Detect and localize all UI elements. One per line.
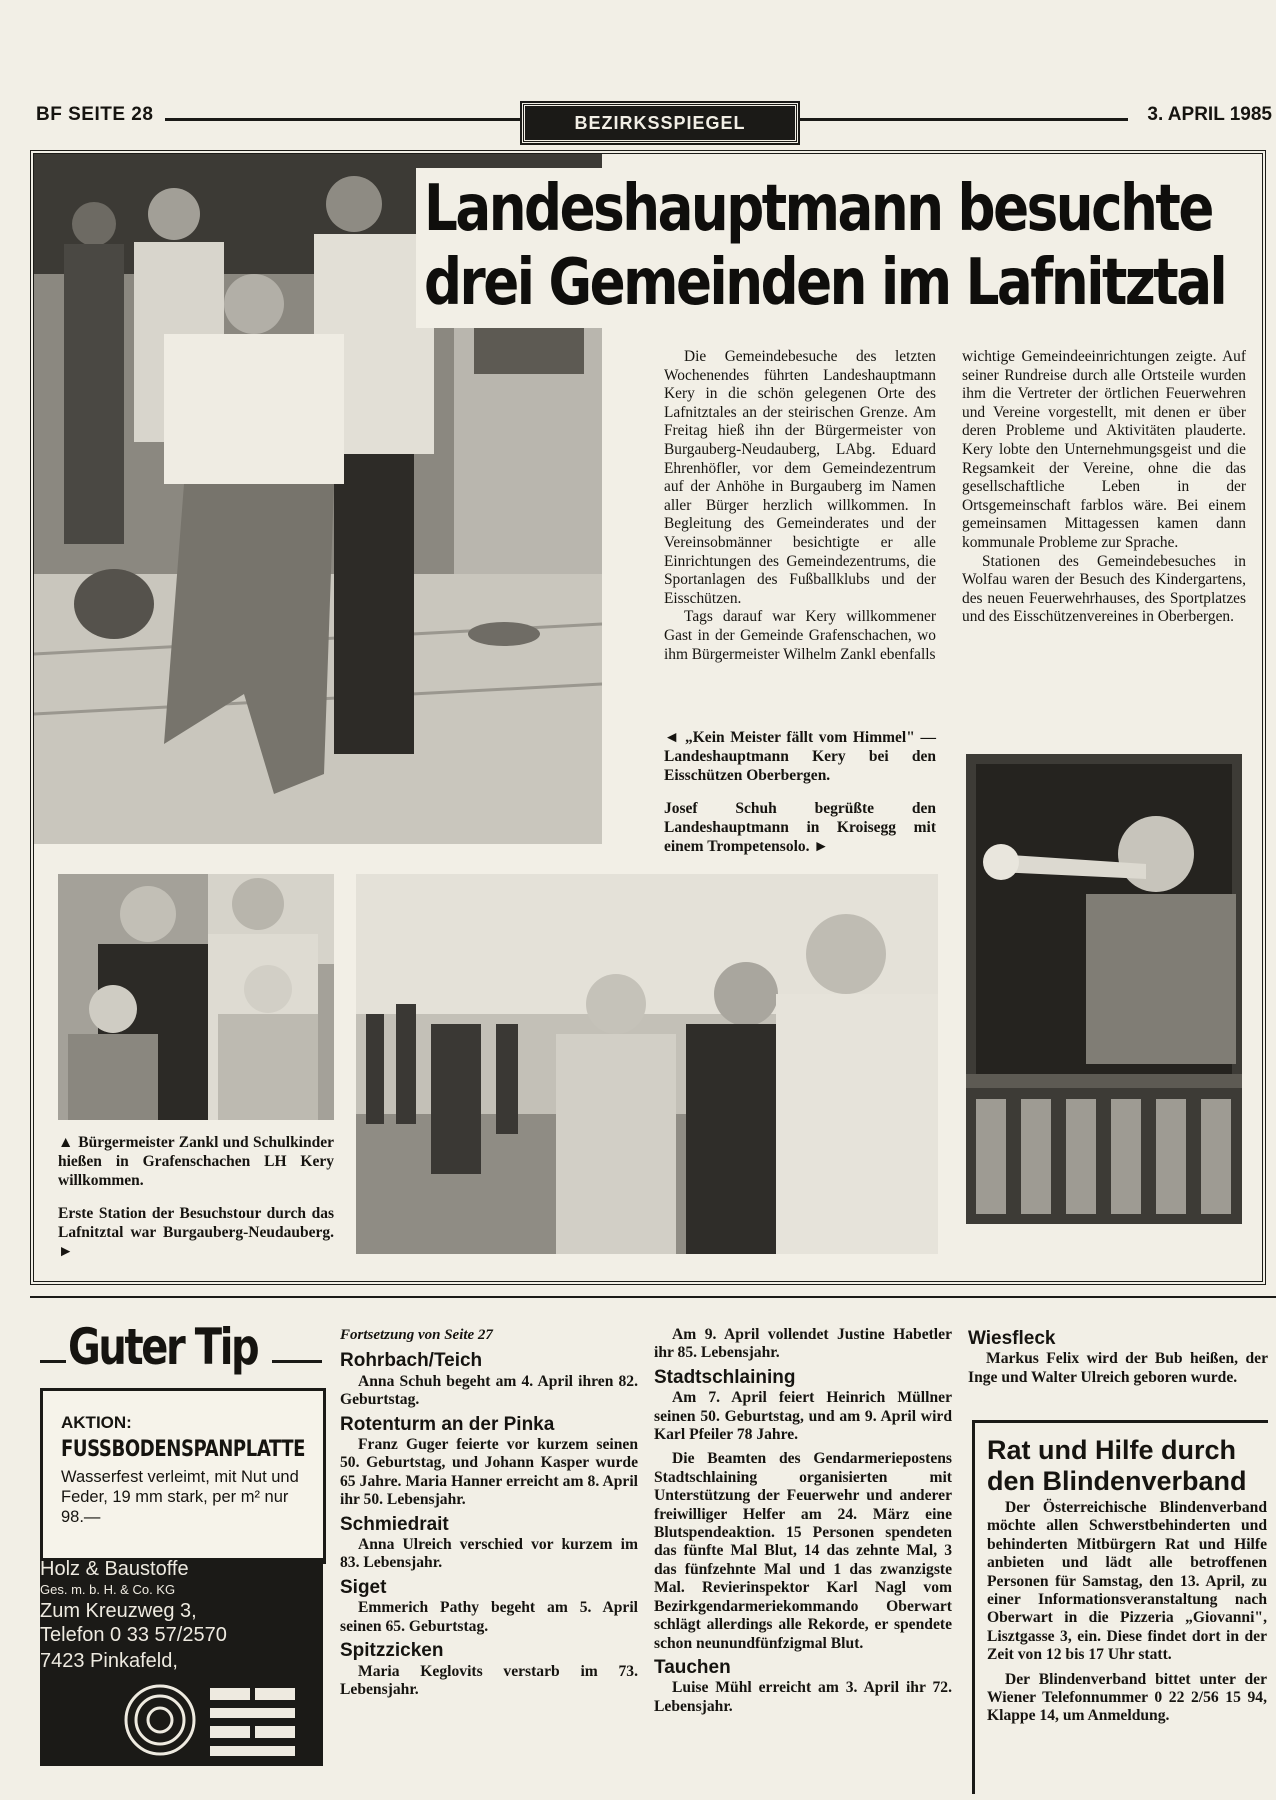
heading-siget: Siget xyxy=(340,1576,387,1598)
news-rohrbach: Anna Schuh begeht am 4. April ihren 82. Geburtstag. xyxy=(340,1372,638,1409)
article-column-2 xyxy=(962,348,1246,627)
article-paragraph: Die Gemeindebesuche des letzten Wochenendes führten Landeshauptmann Kery in die schön gelegenen Orte des Lafnitztales an der steirischen Grenze. Am Freitag hieß ihn der Bürgermeister von Burgauberg-Neudauberg, LAbg. Eduard Ehrenhöfler, vor dem Gemeindezentrum auf der Anhöhe in Burgauberg im Namen aller Bürger herzlich willkommen. In Begleitung des Gemeinderates und der Vereinsobmänner besichtigte er alle Einrichtungen des Gemeindezentrums, die Sportanlagen des Fußballklubs und der Eisschützen. xyxy=(664,348,936,607)
continuation-note: Fortsetzung von Seite 27 xyxy=(340,1327,493,1343)
section-banner xyxy=(522,103,798,143)
news-stadtschlaining-1: Am 7. April feiert Heinrich Müllner seinen 50. Geburtstag, und am 9. April wird Karl Pfeiler 78 Jahre. xyxy=(654,1389,952,1444)
blindenverband-paragraph-1: Der Österreichische Blindenverband möchte allen Schwerstbehinderten und behinderten Mitbürgern Rat und Hilfe anbieten und lädt alle betroffenen Personen für Samstag, den 13. April, zu einer Informationsveranstaltung nach Oberwart in die Pizzeria „Giovanni", Lisztgasse 3, ein. Diese findet dort in der Zeit von 12 bis 17 Uhr statt. xyxy=(987,1499,1267,1664)
photo-trumpet xyxy=(966,754,1242,1224)
caption-block xyxy=(664,728,936,870)
ad-description: Wasserfest verleimt, mit Nut und Feder, 19 mm stark, per m² nur 98.— xyxy=(61,1468,299,1526)
headline-line-1: Landeshauptmann besuchte xyxy=(424,172,1212,246)
photo-schoolchildren xyxy=(58,874,334,1120)
news-tauchen: Luise Mühl erreicht am 3. April ihr 72. Lebensjahr. xyxy=(654,1679,952,1715)
news-wiesfleck: Markus Felix wird der Bub heißen, der Inge und Walter Ulreich geboren wurde. xyxy=(968,1350,1268,1386)
caption-block-2 xyxy=(58,1133,334,1275)
news-habetler: Am 9. April vollendet Justine Habetler ihr 85. Lebensjahr. xyxy=(654,1326,952,1362)
heading-tauchen: Tauchen xyxy=(654,1656,731,1678)
caption-first-station: Erste Station der Besuchstour durch das Lafnitztal war Burgauberg-Neudauberg. ► xyxy=(58,1205,334,1260)
blindenverband-box xyxy=(972,1420,1268,1794)
heading-rotenturm: Rotenturm an der Pinka xyxy=(340,1413,555,1435)
blindenverband-body xyxy=(987,1499,1267,1726)
news-column-1 xyxy=(340,1326,638,1705)
heading-wiesfleck: Wiesfleck xyxy=(968,1328,1056,1349)
header-rule-right xyxy=(798,118,1128,121)
caption-curling: ◄ „Kein Meister fällt vom Himmel" — Landeshauptmann Kery bei den Eisschützen Oberbergen. xyxy=(664,729,936,784)
news-rotenturm: Franz Guger feierte vor kurzem seinen 50. Geburtstag, und Johann Kasper wurde 65 Jahre. Maria Hanner erreicht am 8. April ihr 50. Lebensjahr. xyxy=(340,1436,638,1509)
ad-logo xyxy=(100,1680,310,1764)
news-schmiedrait: Anna Ulreich verschied vor kurzem im 83. Lebensjahr. xyxy=(340,1536,638,1572)
section-title: BEZIRKSSPIEGEL xyxy=(574,113,746,133)
ad-offer-box xyxy=(40,1388,326,1564)
caption-trumpet: Josef Schuh begrüßte den Landeshauptmann in Kroisegg mit einem Trompetensolo. ► xyxy=(664,800,936,855)
news-stadtschlaining-2: Die Beamten des Gendarmeriepostens Stadtschlaining organisierten mit Unterstützung der Feuerwehr und anderer freiwilliger Helfer am 24. März eine Blutspendeaktion. 15 Personen spendeten das fünfte Mal Blut, 14 das zehnte Mal, 3 das fünfzehnte Mal und 1 das zwanzigste Mal. Revierinspektor Karl Nagl vom Bezirkgendarmeriekommando Oberwart schlägt allerdings alle Rekorde, er spendete schon neunundfünfzigmal Blut. xyxy=(654,1450,952,1652)
article-column-1 xyxy=(664,348,936,664)
ad-street: Zum Kreuzweg 3, xyxy=(40,1600,197,1622)
heading-spitzzicken: Spitzzicken xyxy=(340,1640,444,1662)
article-paragraph: wichtige Gemeindeeinrichtungen zeigte. Auf seiner Rundreise durch alle Ortsteile wurden ihm die Vertreter der örtlichen Feuerwehren und Vereine vorgestellt, mit denen er über deren Probleme und Aktivitäten plauderte. Kery lobte den Unternehmungsgeist und die Regsamkeit der Vereine, ohne die das gesellschaftliche Leben in der Ortsgemeinschaft farblos wäre. Bei einem gemeinsamen Mittagessen kamen dann kommunale Probleme zur Sprache. xyxy=(962,348,1246,551)
ad-company-sub: Ges. m. b. H. & Co. KG xyxy=(40,1582,176,1597)
heading-schmiedrait: Schmiedrait xyxy=(340,1513,449,1535)
headline-box xyxy=(416,168,1246,328)
headline-line-2: drei Gemeinden im Lafnitztal xyxy=(424,246,1226,320)
heading-rohrbach: Rohrbach/Teich xyxy=(340,1350,483,1372)
article-paragraph: Stationen des Gemeindebesuches in Wolfau waren der Besuch des Kindergartens, des neuen Feuerwehrhauses, des Sportplatzes und des Eisschützenvereines in Oberbergen. xyxy=(962,552,1246,626)
news-column-3 xyxy=(968,1326,1268,1393)
page-number: BF SEITE 28 xyxy=(36,104,154,125)
caption-schoolchildren: ▲ Bürgermeister Zankl und Schulkinder hießen in Grafenschachen LH Kery willkommen. xyxy=(58,1134,334,1189)
blindenverband-paragraph-2: Der Blindenverband bittet unter der Wiener Telefonnummer 0 22 2/56 15 94, Klappe 14, um Anmeldung. xyxy=(987,1670,1267,1725)
photo-group xyxy=(356,874,938,1254)
news-siget: Emmerich Pathy begeht am 5. April seinen 65. Geburtstag. xyxy=(340,1599,638,1635)
ad-title-rule-right xyxy=(272,1360,322,1363)
article-paragraph: Tags darauf war Kery willkommener Gast in der Gemeinde Grafenschachen, wo ihm Bürgermeister Wilhelm Zankl ebenfalls xyxy=(664,608,936,663)
news-spitzzicken: Maria Keglovits verstarb im 73. Lebensjahr. xyxy=(340,1662,638,1698)
ad-city: 7423 Pinkafeld, xyxy=(40,1650,178,1672)
heading-stadtschlaining: Stadtschlaining xyxy=(654,1366,796,1388)
header-rule-left xyxy=(165,118,520,121)
issue-date: 3. APRIL 1985 xyxy=(1147,104,1272,125)
ad-product: FUSSBODENSPANPLATTE xyxy=(61,1437,306,1462)
ad-phone: Telefon 0 33 57/2570 xyxy=(40,1624,227,1646)
ad-company-box xyxy=(40,1558,323,1766)
ad-company: Holz & Baustoffe xyxy=(40,1558,189,1580)
section-divider xyxy=(30,1296,1276,1298)
ad-title: Guter Tip xyxy=(68,1318,258,1376)
ad-title-rule-left xyxy=(40,1360,66,1363)
blindenverband-title: Rat und Hilfe durch den Blindenverband xyxy=(987,1435,1247,1496)
news-column-2 xyxy=(654,1326,952,1722)
ad-aktion: AKTION: xyxy=(61,1413,132,1432)
